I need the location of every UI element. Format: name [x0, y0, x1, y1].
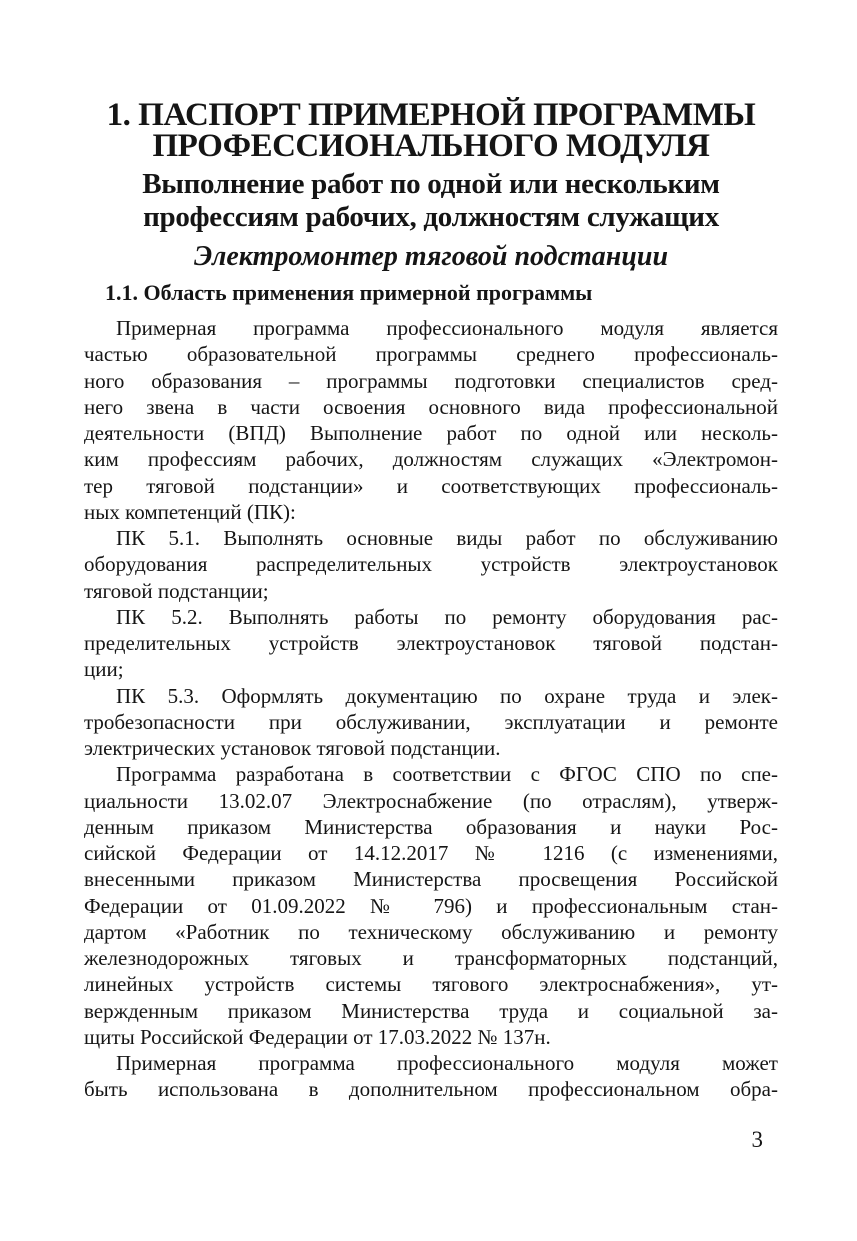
paragraph-pk-5-2 [84, 604, 778, 683]
text-line: ных компетенций (ПК): [84, 499, 296, 524]
page-number: 3 [751, 1127, 763, 1152]
text-line: ции; [84, 657, 124, 682]
text-line: Программа разработана в соответствии с ФГОС СПО по спе- [116, 762, 778, 787]
text-line: денным приказом Министерства образования и науки Рос- [84, 814, 778, 839]
text-line: пределительных устройств электроустановок тяговой подстан- [84, 631, 778, 655]
module-subtitle-line-2: профессиям рабочих, должностям служащих [143, 201, 719, 233]
paragraph-pk-5-3 [84, 683, 778, 762]
text-line: вержденным приказом Министерства труда и социальной за- [84, 998, 778, 1023]
text-line: ким профессиям рабочих, должностям служащих «Электромон- [84, 447, 778, 472]
text-line: линейных устройств системы тягового электроснабжения», ут- [84, 972, 778, 997]
paragraph-fgos [84, 761, 778, 1050]
text-line: ПК 5.1. Выполнять основные виды работ по обслуживанию [116, 526, 778, 550]
text-line: Примерная программа профессионального модуля может [116, 1051, 778, 1075]
text-line: электрических установок тяговой подстанции. [84, 736, 501, 760]
text-line: тробезопасности при обслуживании, эксплуатации и ремонте [84, 709, 778, 734]
section-heading-1-1: 1.1. Область применения примерной программы [105, 280, 593, 305]
chapter-title-line-1: 1. ПАСПОРТ ПРИМЕРНОЙ ПРОГРАММЫ [106, 97, 756, 133]
chapter-title-line-2: ПРОФЕССИОНАЛЬНОГО МОДУЛЯ [152, 128, 710, 164]
paragraph-intro [84, 315, 778, 525]
text-line: щиты Российской Федерации от 17.03.2022 № 137н. [84, 1024, 551, 1049]
paragraph-pk-5-1 [84, 525, 778, 604]
text-line: тяговой подстанции; [84, 578, 269, 603]
text-line: него звена в части освоения основного вида профессиональной [84, 394, 778, 419]
text-line: частью образовательной программы среднего профессиональ- [84, 342, 778, 367]
text-line: деятельности (ВПД) Выполнение работ по одной или несколь- [84, 421, 778, 445]
text-line: железнодорожных тяговых и трансформаторных подстанций, [84, 946, 778, 970]
text-line: сийской Федерации от 14.12.2017 № 1216 (с изменениями, [84, 841, 778, 865]
text-line: Федерации от 01.09.2022 № 796) и профессиональным стан- [84, 893, 778, 918]
module-subtitle [84, 168, 778, 234]
module-subtitle-line-1: Выполнение работ по одной или нескольким [142, 168, 720, 200]
text-line: быть использована в дополнительном профессиональном обра- [84, 1077, 778, 1102]
text-line: Примерная программа профессионального модуля является [116, 316, 778, 340]
text-line: дартом «Работник по техническому обслуживанию и ремонту [84, 919, 778, 944]
body-text [84, 315, 778, 1103]
text-line: тер тяговой подстанции» и соответствующих профессиональ- [84, 473, 778, 498]
text-line: ПК 5.2. Выполнять работы по ремонту оборудования рас- [116, 604, 778, 629]
text-line: ПК 5.3. Оформлять документацию по охране труда и элек- [116, 683, 778, 708]
chapter-title [84, 97, 778, 164]
paragraph-usage [84, 1050, 778, 1103]
text-line: циальности 13.02.07 Электроснабжение (по отраслям), утверж- [84, 788, 778, 813]
profession-title: Электромонтер тяговой подстанции [193, 241, 669, 272]
text-line: ного образования – программы подготовки специалистов сред- [84, 368, 778, 393]
text-line: внесенными приказом Министерства просвещения Российской [84, 867, 778, 892]
text-line: оборудования распределительных устройств электроустановок [84, 552, 778, 577]
